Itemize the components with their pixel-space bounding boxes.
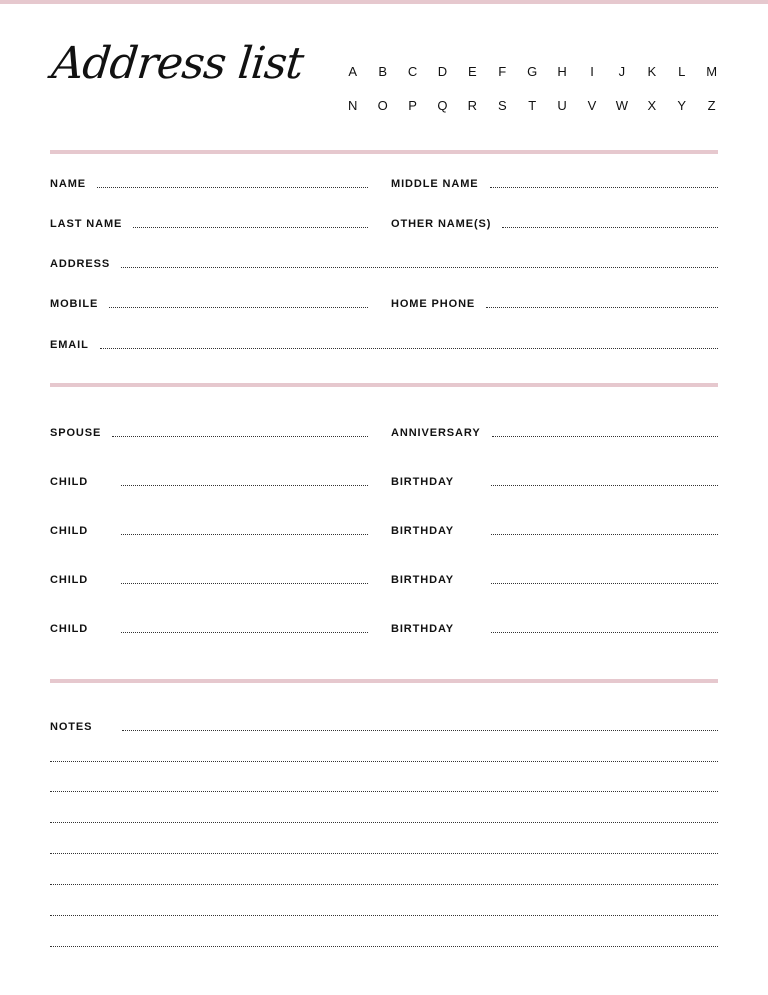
child-line[interactable] bbox=[121, 533, 368, 535]
birthday-field[interactable] bbox=[391, 476, 718, 488]
alpha-tab-y[interactable]: Y bbox=[677, 98, 687, 113]
email-line[interactable] bbox=[100, 347, 718, 349]
alphabet-index-row-1 bbox=[340, 64, 725, 79]
section-divider-family bbox=[50, 383, 718, 387]
alpha-tab-p[interactable]: P bbox=[408, 98, 418, 113]
name-label: NAME bbox=[50, 178, 86, 190]
other-names-field[interactable] bbox=[391, 218, 718, 230]
section-divider-contact bbox=[50, 150, 718, 154]
child-label: CHILD bbox=[50, 525, 89, 537]
birthday-label: BIRTHDAY bbox=[391, 525, 455, 537]
alpha-tab-k[interactable]: K bbox=[647, 64, 657, 79]
alpha-tab-g[interactable]: G bbox=[527, 64, 538, 79]
anniversary-field[interactable] bbox=[391, 427, 718, 439]
alpha-tab-a[interactable]: A bbox=[348, 64, 358, 79]
child-line[interactable] bbox=[121, 631, 368, 633]
birthday-label: BIRTHDAY bbox=[391, 574, 455, 586]
alpha-tab-o[interactable]: O bbox=[377, 98, 389, 113]
birthday-field[interactable] bbox=[391, 623, 718, 635]
alpha-tab-e[interactable]: E bbox=[468, 64, 478, 79]
alpha-tab-r[interactable]: R bbox=[467, 98, 478, 113]
child-line[interactable] bbox=[121, 484, 368, 486]
home-phone-field[interactable] bbox=[391, 298, 718, 310]
alpha-tab-q[interactable]: Q bbox=[437, 98, 449, 113]
alpha-tab-s[interactable]: S bbox=[497, 98, 508, 113]
top-accent-bar bbox=[0, 0, 768, 4]
birthday-line[interactable] bbox=[491, 582, 718, 584]
address-label: ADDRESS bbox=[50, 258, 111, 270]
mobile-line[interactable] bbox=[109, 306, 368, 308]
email-field[interactable] bbox=[50, 339, 718, 351]
alpha-tab-f[interactable]: F bbox=[498, 64, 507, 79]
child-field[interactable] bbox=[50, 476, 368, 488]
middle-name-label: MIDDLE NAME bbox=[391, 178, 479, 190]
alpha-tab-i[interactable]: I bbox=[590, 64, 595, 79]
alpha-tab-b[interactable]: B bbox=[378, 64, 388, 79]
notes-line[interactable] bbox=[50, 760, 718, 762]
name-field[interactable] bbox=[50, 178, 368, 190]
child-field[interactable] bbox=[50, 623, 368, 635]
alpha-tab-l[interactable]: L bbox=[678, 64, 686, 79]
notes-line[interactable] bbox=[50, 821, 718, 823]
notes-field[interactable] bbox=[50, 721, 718, 733]
notes-line[interactable] bbox=[122, 729, 718, 731]
last-name-field[interactable] bbox=[50, 218, 368, 230]
notes-line[interactable] bbox=[50, 790, 718, 792]
last-name-label: LAST NAME bbox=[50, 218, 123, 230]
birthday-label: BIRTHDAY bbox=[391, 476, 455, 488]
email-label: EMAIL bbox=[50, 339, 89, 351]
birthday-field[interactable] bbox=[391, 574, 718, 586]
child-line[interactable] bbox=[121, 582, 368, 584]
spouse-line[interactable] bbox=[112, 435, 368, 437]
spouse-label: SPOUSE bbox=[50, 427, 102, 439]
alpha-tab-u[interactable]: U bbox=[557, 98, 568, 113]
alpha-tab-x[interactable]: X bbox=[647, 98, 657, 113]
birthday-field[interactable] bbox=[391, 525, 718, 537]
child-label: CHILD bbox=[50, 476, 89, 488]
middle-name-line[interactable] bbox=[490, 186, 718, 188]
alpha-tab-m[interactable]: M bbox=[706, 64, 718, 79]
address-line[interactable] bbox=[121, 266, 718, 268]
child-field[interactable] bbox=[50, 574, 368, 586]
last-name-line[interactable] bbox=[133, 226, 368, 228]
birthday-label: BIRTHDAY bbox=[391, 623, 455, 635]
alpha-tab-n[interactable]: N bbox=[348, 98, 358, 113]
home-phone-label: HOME PHONE bbox=[391, 298, 476, 310]
anniversary-label: ANNIVERSARY bbox=[391, 427, 481, 439]
alphabet-index-row-2 bbox=[340, 98, 725, 113]
alpha-tab-z[interactable]: Z bbox=[707, 98, 717, 113]
notes-line[interactable] bbox=[50, 883, 718, 885]
page-title: Address list bbox=[49, 38, 306, 89]
child-field[interactable] bbox=[50, 525, 368, 537]
mobile-label: MOBILE bbox=[50, 298, 99, 310]
child-label: CHILD bbox=[50, 623, 89, 635]
spouse-field[interactable] bbox=[50, 427, 368, 439]
mobile-field[interactable] bbox=[50, 298, 368, 310]
child-label: CHILD bbox=[50, 574, 89, 586]
name-line[interactable] bbox=[97, 186, 368, 188]
alpha-tab-j[interactable]: J bbox=[618, 64, 626, 79]
birthday-line[interactable] bbox=[491, 484, 718, 486]
alpha-tab-h[interactable]: H bbox=[557, 64, 568, 79]
birthday-line[interactable] bbox=[491, 533, 718, 535]
alpha-tab-d[interactable]: D bbox=[437, 64, 448, 79]
address-field[interactable] bbox=[50, 258, 718, 270]
middle-name-field[interactable] bbox=[391, 178, 718, 190]
birthday-line[interactable] bbox=[491, 631, 718, 633]
alpha-tab-t[interactable]: T bbox=[528, 98, 537, 113]
alpha-tab-c[interactable]: C bbox=[407, 64, 418, 79]
home-phone-line[interactable] bbox=[486, 306, 718, 308]
other-names-label: OTHER NAME(S) bbox=[391, 218, 492, 230]
section-divider-notes bbox=[50, 679, 718, 683]
anniversary-line[interactable] bbox=[492, 435, 718, 437]
other-names-line[interactable] bbox=[502, 226, 718, 228]
alpha-tab-v[interactable]: V bbox=[587, 98, 597, 113]
notes-line[interactable] bbox=[50, 852, 718, 854]
alpha-tab-w[interactable]: W bbox=[615, 98, 629, 113]
notes-line[interactable] bbox=[50, 945, 718, 947]
notes-label: NOTES bbox=[50, 721, 93, 733]
notes-line[interactable] bbox=[50, 914, 718, 916]
